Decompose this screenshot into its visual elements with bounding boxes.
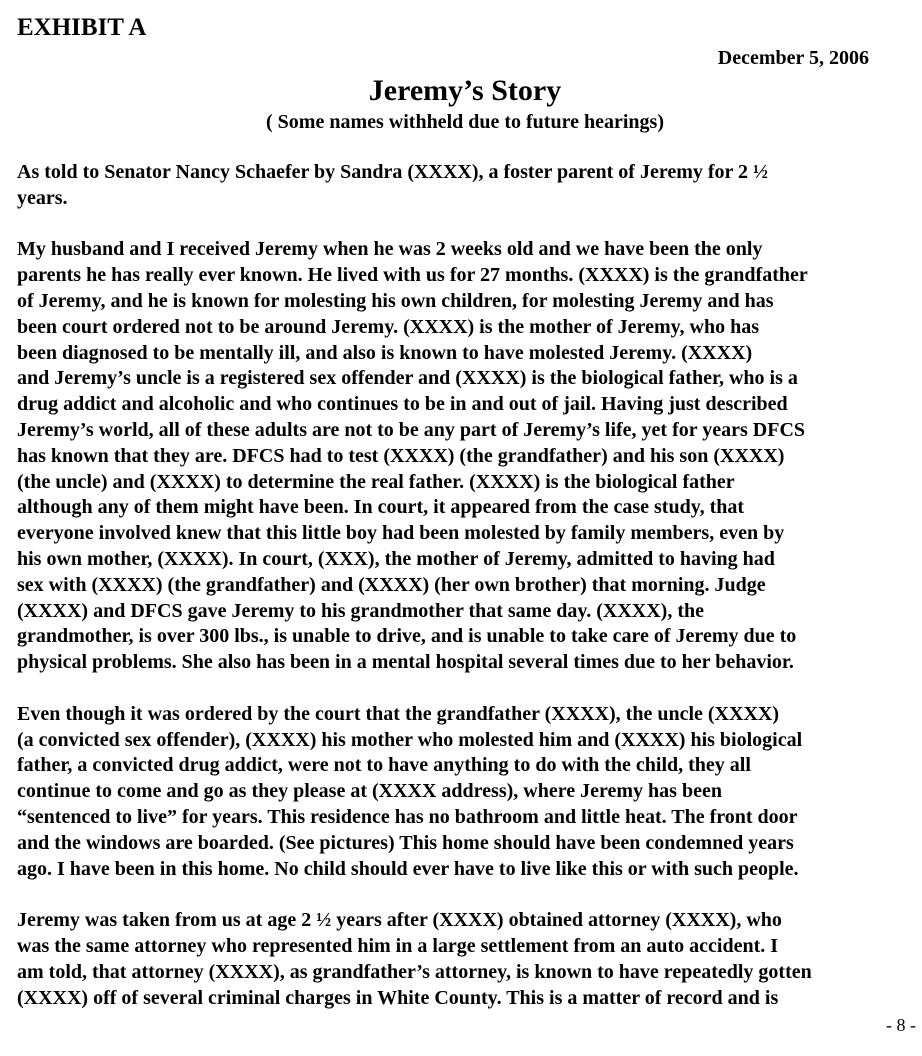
paragraph-line: has known that they are. DFCS had to test (XXXX) (the grandfather) and his son (XXXX) (17, 444, 785, 467)
body-paragraph (17, 237, 917, 676)
paragraph-line: of Jeremy, and he is known for molesting his own children, for molesting Jeremy and has (17, 289, 774, 312)
paragraph-line: and Jeremy’s uncle is a registered sex offender and (XXXX) is the biological father, who is a (17, 367, 798, 390)
paragraph-line: although any of them might have been. In court, it appeared from the case study, that (17, 496, 745, 519)
paragraph-line: was the same attorney who represented him in a large settlement from an auto accident. I (17, 934, 779, 957)
document-title: Jeremy’s Story (368, 74, 562, 107)
paragraph-line: been court ordered not to be around Jeremy. (XXXX) is the mother of Jeremy, who has (17, 315, 759, 338)
paragraph-line: drug addict and alcoholic and who continues to be in and out of jail. Having just described (17, 393, 788, 416)
paragraph-line: Jeremy was taken from us at age 2 ½ years after (XXXX) obtained attorney (XXXX), who (17, 909, 782, 932)
paragraph-line: everyone involved knew that this little boy had been molested by family members, even by (17, 522, 785, 545)
paragraph-line: his own mother, (XXXX). In court, (XXX), the mother of Jeremy, admitted to having had (17, 547, 775, 570)
document-body (17, 160, 917, 1037)
body-paragraph (17, 908, 917, 1011)
paragraph-line: years. (17, 186, 68, 209)
paragraph-line: father, a convicted drug addict, were not to have anything to do with the child, they all (17, 754, 751, 777)
paragraph-line: continue to come and go as they please at (XXXX address), where Jeremy has been (17, 780, 722, 803)
paragraph-line: My husband and I received Jeremy when he was 2 weeks old and we have been the only (17, 238, 763, 261)
paragraph-line: “sentenced to live” for years. This residence has no bathroom and little heat. The front door (17, 805, 798, 828)
paragraph-line: As told to Senator Nancy Schaefer by Sandra (XXXX), a foster parent of Jeremy for 2 ½ (17, 161, 769, 183)
paragraph-line: sex with (XXXX) (the grandfather) and (XXXX) (her own brother) that morning. Judge (17, 573, 766, 596)
paragraph-line: parents he has really ever known. He lived with us for 27 months. (XXXX) is the grandfather (17, 264, 808, 287)
paragraph-line: (XXXX) and DFCS gave Jeremy to his grandmother that same day. (XXXX), the (17, 599, 704, 622)
body-paragraph (17, 702, 917, 883)
paragraph-line: ago. I have been in this home. No child should ever have to live like this or with such people. (17, 857, 799, 880)
paragraph-line: and the windows are boarded. (See pictures) This home should have been condemned years (17, 831, 794, 854)
paragraph-line: am told, that attorney (XXXX), as grandfather’s attorney, is known to have repeatedly gotten (17, 960, 812, 983)
paragraph-line: grandmother, is over 300 lbs., is unable to drive, and is unable to take care of Jeremy due to (17, 625, 797, 648)
body-paragraph (17, 160, 917, 212)
paragraph-line: (XXXX) off of several criminal charges in White County. This is a matter of record and is (17, 986, 779, 1009)
document-subtitle: ( Some names withheld due to future hearings) (266, 111, 664, 133)
paragraph-line: (a convicted sex offender), (XXXX) his mother who molested him and (XXXX) his biological (17, 728, 803, 751)
paragraph-line: Jeremy’s world, all of these adults are not to be any part of Jeremy’s life, yet for years DFCS (17, 418, 806, 441)
paragraph-line: (the uncle) and (XXXX) to determine the real father. (XXXX) is the biological father (17, 470, 735, 493)
page-number: - 8 - (886, 1015, 916, 1035)
paragraph-line: physical problems. She also has been in a mental hospital several times due to her behavior. (17, 651, 794, 674)
document-date: December 5, 2006 (717, 47, 869, 69)
paragraph-line: Even though it was ordered by the court that the grandfather (XXXX), the uncle (XXXX) (17, 702, 779, 725)
paragraph-line: been diagnosed to be mentally ill, and also is known to have molested Jeremy. (XXXX) (17, 341, 753, 364)
exhibit-label: EXHIBIT A (17, 14, 147, 41)
